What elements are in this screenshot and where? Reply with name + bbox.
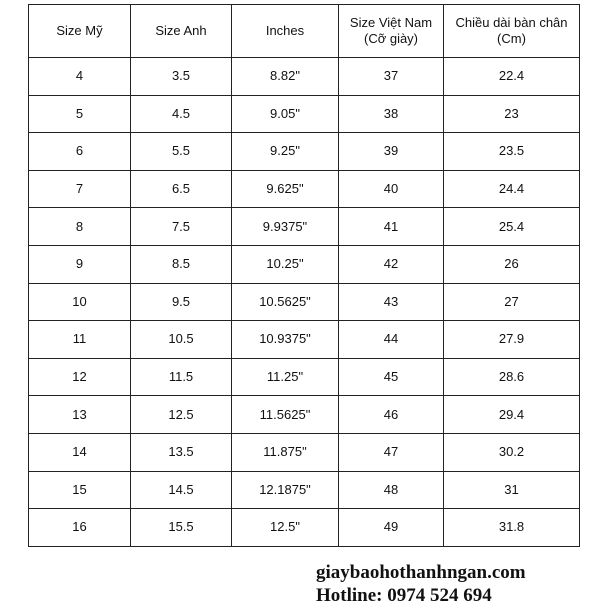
cell-us-size: 5 bbox=[29, 95, 131, 133]
cell-vn-size: 38 bbox=[339, 95, 444, 133]
cell-inches: 8.82" bbox=[232, 58, 339, 96]
cell-uk-size: 9.5 bbox=[131, 283, 232, 321]
cell-uk-size: 6.5 bbox=[131, 170, 232, 208]
cell-foot-length: 28.6 bbox=[444, 358, 580, 396]
table-row bbox=[29, 283, 580, 321]
cell-inches: 10.5625" bbox=[232, 283, 339, 321]
cell-us-size: 10 bbox=[29, 283, 131, 321]
cell-us-size: 14 bbox=[29, 433, 131, 471]
cell-inches: 11.5625" bbox=[232, 396, 339, 434]
cell-inches: 9.625" bbox=[232, 170, 339, 208]
cell-vn-size: 39 bbox=[339, 133, 444, 171]
cell-vn-size: 46 bbox=[339, 396, 444, 434]
header-inches: Inches bbox=[232, 5, 339, 58]
cell-vn-size: 44 bbox=[339, 321, 444, 359]
cell-inches: 11.25" bbox=[232, 358, 339, 396]
cell-foot-length: 29.4 bbox=[444, 396, 580, 434]
cell-uk-size: 3.5 bbox=[131, 58, 232, 96]
table-row bbox=[29, 170, 580, 208]
cell-foot-length: 22.4 bbox=[444, 58, 580, 96]
cell-vn-size: 40 bbox=[339, 170, 444, 208]
cell-vn-size: 37 bbox=[339, 58, 444, 96]
cell-inches: 9.05" bbox=[232, 95, 339, 133]
table-row bbox=[29, 471, 580, 509]
cell-foot-length: 26 bbox=[444, 245, 580, 283]
cell-uk-size: 15.5 bbox=[131, 509, 232, 547]
header-row bbox=[29, 5, 580, 58]
table-row bbox=[29, 245, 580, 283]
cell-uk-size: 8.5 bbox=[131, 245, 232, 283]
table-row bbox=[29, 433, 580, 471]
table-body bbox=[29, 58, 580, 547]
cell-uk-size: 12.5 bbox=[131, 396, 232, 434]
cell-us-size: 6 bbox=[29, 133, 131, 171]
cell-vn-size: 45 bbox=[339, 358, 444, 396]
table-header bbox=[29, 5, 580, 58]
cell-inches: 10.25" bbox=[232, 245, 339, 283]
table-row bbox=[29, 133, 580, 171]
cell-vn-size: 43 bbox=[339, 283, 444, 321]
cell-foot-length: 23.5 bbox=[444, 133, 580, 171]
table-row bbox=[29, 358, 580, 396]
table-row bbox=[29, 509, 580, 547]
table-row bbox=[29, 396, 580, 434]
cell-foot-length: 27.9 bbox=[444, 321, 580, 359]
cell-inches: 10.9375" bbox=[232, 321, 339, 359]
header-foot-length: Chiều dài bàn chân (Cm) bbox=[444, 5, 580, 58]
cell-uk-size: 11.5 bbox=[131, 358, 232, 396]
cell-us-size: 7 bbox=[29, 170, 131, 208]
cell-inches: 12.5" bbox=[232, 509, 339, 547]
cell-uk-size: 4.5 bbox=[131, 95, 232, 133]
cell-uk-size: 14.5 bbox=[131, 471, 232, 509]
table-row bbox=[29, 321, 580, 359]
header-us-size: Size Mỹ bbox=[29, 5, 131, 58]
cell-uk-size: 10.5 bbox=[131, 321, 232, 359]
table-row bbox=[29, 58, 580, 96]
table-row bbox=[29, 208, 580, 246]
cell-foot-length: 30.2 bbox=[444, 433, 580, 471]
cell-inches: 9.9375" bbox=[232, 208, 339, 246]
cell-vn-size: 48 bbox=[339, 471, 444, 509]
cell-foot-length: 27 bbox=[444, 283, 580, 321]
cell-us-size: 4 bbox=[29, 58, 131, 96]
cell-foot-length: 25.4 bbox=[444, 208, 580, 246]
cell-us-size: 9 bbox=[29, 245, 131, 283]
cell-us-size: 16 bbox=[29, 509, 131, 547]
cell-us-size: 13 bbox=[29, 396, 131, 434]
cell-inches: 12.1875" bbox=[232, 471, 339, 509]
cell-foot-length: 24.4 bbox=[444, 170, 580, 208]
cell-us-size: 12 bbox=[29, 358, 131, 396]
cell-foot-length: 31 bbox=[444, 471, 580, 509]
cell-vn-size: 42 bbox=[339, 245, 444, 283]
cell-vn-size: 41 bbox=[339, 208, 444, 246]
cell-foot-length: 23 bbox=[444, 95, 580, 133]
hotline-text: Hotline: 0974 524 694 bbox=[316, 585, 492, 606]
cell-inches: 9.25" bbox=[232, 133, 339, 171]
cell-us-size: 8 bbox=[29, 208, 131, 246]
cell-vn-size: 49 bbox=[339, 509, 444, 547]
cell-uk-size: 5.5 bbox=[131, 133, 232, 171]
table-row bbox=[29, 95, 580, 133]
cell-inches: 11.875" bbox=[232, 433, 339, 471]
header-uk-size: Size Anh bbox=[131, 5, 232, 58]
cell-us-size: 15 bbox=[29, 471, 131, 509]
cell-us-size: 11 bbox=[29, 321, 131, 359]
cell-uk-size: 13.5 bbox=[131, 433, 232, 471]
header-vn-size: Size Việt Nam (Cỡ giày) bbox=[339, 5, 444, 58]
website-text: giaybaohothanhngan.com bbox=[316, 562, 526, 583]
cell-vn-size: 47 bbox=[339, 433, 444, 471]
cell-uk-size: 7.5 bbox=[131, 208, 232, 246]
size-chart-table bbox=[28, 4, 580, 547]
cell-foot-length: 31.8 bbox=[444, 509, 580, 547]
